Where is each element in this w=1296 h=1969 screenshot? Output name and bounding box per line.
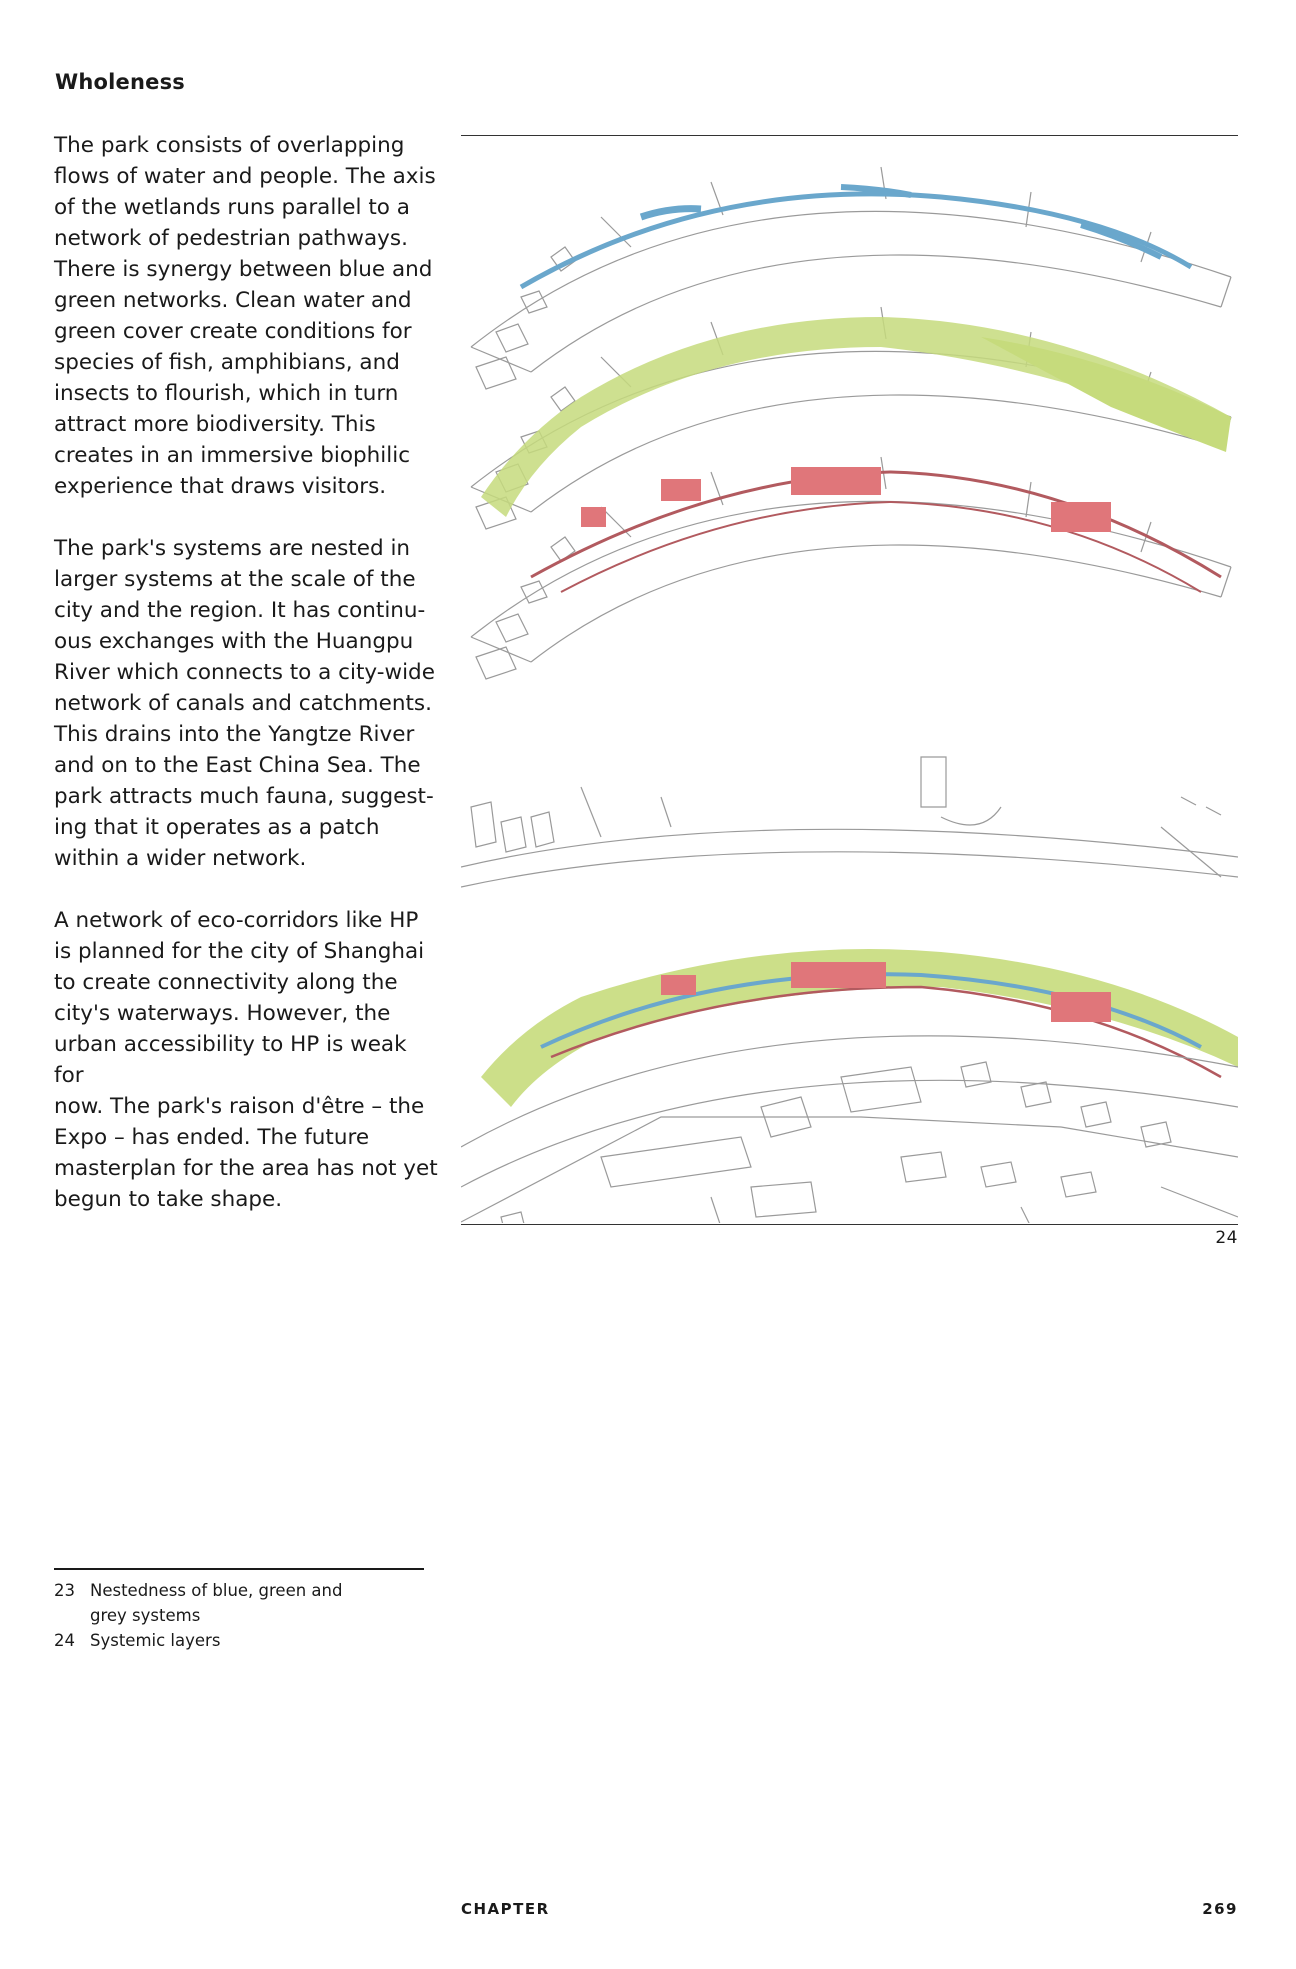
combined-layer xyxy=(461,949,1238,1223)
caption-row xyxy=(54,1578,434,1628)
caption-rule xyxy=(54,1568,424,1570)
caption-number: 23 xyxy=(54,1581,75,1600)
systemic-layers-figure xyxy=(461,137,1238,1223)
paragraph: The park consists of overlapping flows of water and people. The axis of the wetlands runs parallel to a network of pedestrian pathways. There is synergy between blue and green networks. Clean water and green cover create conditions for species of fish, amphibians, and insects to flourish, which in turn attract more biodiversity. This creates in an immersive biophilic experience that draws visitors. xyxy=(54,133,436,499)
paragraph: A network of eco-corridors like HP is planned for the city of Shanghai to create connectivity along the city's waterways. However, the urban accessibility to HP is weak for now. The park's raison d'être – the Expo – has ended. The future masterplan for the area has not yet begun to take shape. xyxy=(54,908,438,1212)
caption-text: Systemic layers xyxy=(90,1631,221,1650)
footer-chapter: CHAPTER xyxy=(461,1900,550,1918)
figure-number: 24 xyxy=(1215,1228,1238,1248)
grey-layer xyxy=(461,757,1238,887)
red-layer xyxy=(471,457,1231,679)
figure-top-rule xyxy=(461,135,1238,136)
body-text xyxy=(54,130,439,1246)
page-number: 269 xyxy=(1202,1900,1238,1918)
caption-row xyxy=(54,1628,434,1653)
caption-text: Nestedness of blue, green and grey systems xyxy=(90,1581,343,1625)
section-heading: Wholeness xyxy=(55,70,185,94)
paragraph: The park's systems are nested in larger systems at the scale of the city and the region. It has continu- ous exchanges with the Huangpu River which connects to a city-wide network of canals and catchments. This drains into the Yangtze River and on to the East China Sea. The park attracts much fauna, suggest- ing that it operates as a patch within a wider network. xyxy=(54,536,435,871)
blue-layer xyxy=(471,167,1231,389)
figure-bottom-rule xyxy=(461,1224,1238,1225)
captions xyxy=(54,1578,434,1653)
green-layer xyxy=(471,307,1231,529)
caption-number: 24 xyxy=(54,1631,75,1650)
